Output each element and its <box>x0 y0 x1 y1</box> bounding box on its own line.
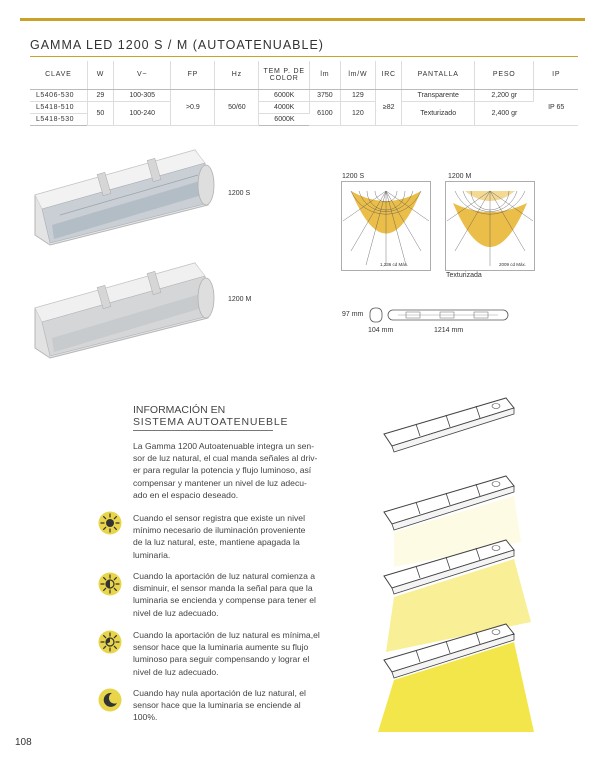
product-image-1200m <box>30 258 220 363</box>
info-heading-rule <box>133 430 273 431</box>
table-header-row <box>30 61 578 89</box>
product-label-1200m: 1200 M <box>228 296 252 303</box>
cell-w: 29 <box>87 89 113 101</box>
header-temp: TEM P. DE COLOR <box>259 61 310 89</box>
dimension-height: 97 mm <box>342 311 364 318</box>
header-peso: PESO <box>475 61 534 89</box>
cell-pantalla: Transparente <box>402 89 475 101</box>
cell-temp: 4000K <box>259 101 310 113</box>
header-hz: Hz <box>215 61 259 89</box>
step4-line: 100%. <box>133 712 158 723</box>
moon-icon <box>98 688 122 712</box>
step1-line: Cuando el sensor registra que existe un nivel <box>133 513 305 523</box>
cell-hz: 50/60 <box>215 89 259 125</box>
step2-line: disminuir, el sensor manda la señal para que la <box>133 583 313 594</box>
product-image-1200s <box>30 145 220 250</box>
page-title: GAMMA LED 1200 S / M (AUTOATENUABLE) <box>30 38 324 52</box>
top-accent-bar <box>20 18 585 21</box>
header-ip: IP <box>534 61 578 89</box>
step1-paragraph <box>133 512 337 561</box>
title-rule <box>30 56 578 57</box>
step2-paragraph <box>133 570 337 619</box>
sun-low-icon <box>98 630 122 654</box>
step2-line: Cuando la aportación de luz natural comienza a <box>133 571 316 581</box>
cell-v: 100-305 <box>114 89 171 101</box>
step4-line: Cuando hay nula aportación de luz natural, el <box>133 688 306 698</box>
header-w: W <box>87 61 113 89</box>
step2-line: nivel de luz adecuado. <box>133 607 219 618</box>
cell-v: 100-240 <box>114 101 171 125</box>
intro-line: compensar y mantener un nivel de luz adecu- <box>133 477 307 488</box>
info-heading-line1: INFORMACIÓN EN <box>133 404 226 416</box>
table-row <box>30 89 578 101</box>
dimension-drawing <box>368 305 513 325</box>
lamp-off-illustration <box>384 398 514 452</box>
table-row <box>30 101 578 113</box>
polar-diagram-1200s <box>341 181 431 271</box>
cell-irc: ≥82 <box>375 89 401 125</box>
cell-pantalla: Texturizado <box>402 101 475 125</box>
intro-line: ado en el espacio deseado. <box>133 489 239 500</box>
step1-line: de la luz natural, este, mantiene apagada la <box>133 537 300 548</box>
step1-line: luminaria. <box>133 549 171 560</box>
cell-peso: 2,400 gr <box>475 101 534 125</box>
step3-line: luminoso para seguir compensando y lograr el <box>133 654 310 665</box>
step1-line: mínimo necesario de iluminación proveniente <box>133 525 306 536</box>
step3-paragraph <box>133 629 337 678</box>
cell-clave: L5406-530 <box>30 89 87 101</box>
step4-line: sensor hace que la luminaria se enciende al <box>133 700 301 711</box>
header-lm: lm <box>309 61 340 89</box>
cell-lmw: 120 <box>340 101 375 125</box>
header-clave: CLAVE <box>30 61 87 89</box>
polar-max-m: 2009 cd Máx. <box>499 262 527 267</box>
polar-title-s: 1200 S <box>342 173 365 180</box>
intro-line: sor de luz natural, el cual manda señales al driv- <box>133 453 318 464</box>
header-lmw: lm/W <box>340 61 375 89</box>
cell-clave: L5418-530 <box>30 113 87 125</box>
polar-max-s: 1,236 cd Máx. <box>380 262 409 267</box>
dimension-width: 104 mm <box>368 327 394 334</box>
cell-lm: 3750 <box>309 89 340 101</box>
step3-line: Cuando la aportación de luz natural es mínima,el <box>133 630 320 640</box>
cell-ip: IP 65 <box>534 89 578 125</box>
texturizada-label: Texturizada <box>446 272 482 279</box>
spec-table <box>30 61 578 126</box>
intro-line: La Gamma 1200 Autoatenuable integra un sen- <box>133 441 315 451</box>
cell-lmw: 129 <box>340 89 375 101</box>
header-v: V~ <box>114 61 171 89</box>
intro-paragraph <box>133 440 336 501</box>
cell-peso: 2,200 gr <box>475 89 534 101</box>
info-heading-line2: SISTEMA AUTOATENUEBLE <box>133 416 289 428</box>
polar-title-m: 1200 M <box>448 173 472 180</box>
header-pantalla: PANTALLA <box>402 61 475 89</box>
dimming-illustrations <box>376 392 536 732</box>
header-fp: FP <box>171 61 215 89</box>
product-label-1200s: 1200 S <box>228 190 251 197</box>
sun-full-icon <box>98 511 122 535</box>
step3-line: nivel de luz adecuado. <box>133 666 219 677</box>
cell-temp: 6000K <box>259 89 310 101</box>
cell-lm: 6100 <box>309 101 340 125</box>
cell-temp: 6000K <box>259 113 310 125</box>
step2-line: luminaria se encienda y compense para tener el <box>133 595 316 606</box>
cell-w: 50 <box>87 101 113 125</box>
dimension-length: 1214 mm <box>434 327 464 334</box>
intro-line: er para regular la potencia y flujo luminoso, así <box>133 465 312 476</box>
step3-line: sensor hace que la luminaria aumente su flujo <box>133 642 309 653</box>
page-number: 108 <box>15 737 32 748</box>
cell-fp: >0.9 <box>171 89 215 125</box>
step4-paragraph <box>133 687 337 724</box>
header-irc: IRC <box>375 61 401 89</box>
info-heading <box>133 404 288 428</box>
cell-clave: L5418-510 <box>30 101 87 113</box>
sun-partial-icon <box>98 572 122 596</box>
polar-diagram-1200m <box>445 181 535 271</box>
